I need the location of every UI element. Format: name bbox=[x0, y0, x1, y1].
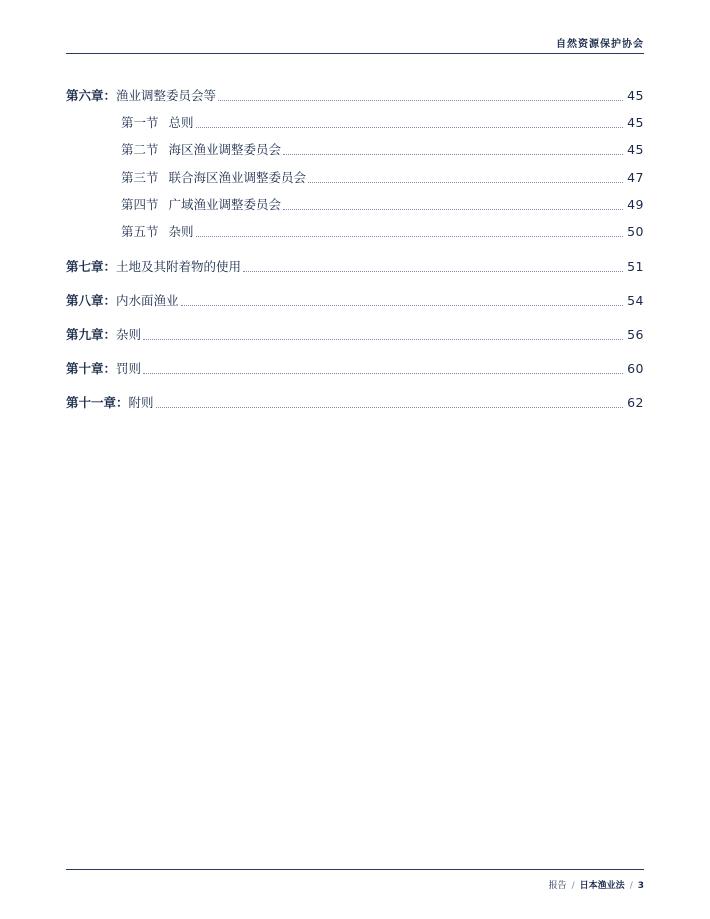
dot-leader bbox=[143, 339, 623, 340]
toc-entry-section-6-3[interactable] bbox=[121, 170, 644, 186]
toc-entry-chapter-9[interactable] bbox=[66, 327, 644, 343]
page-number: 62 bbox=[627, 395, 644, 410]
dot-leader bbox=[156, 407, 624, 408]
chapter-title: 杂则 bbox=[116, 327, 142, 342]
page-number: 60 bbox=[627, 361, 644, 376]
dot-leader bbox=[196, 236, 624, 237]
section-title: 广域渔业调整委员会 bbox=[168, 197, 282, 212]
toc-entry-chapter-8[interactable] bbox=[66, 293, 644, 309]
footer-report-label: 报告 bbox=[548, 881, 567, 891]
page-number: 50 bbox=[627, 224, 644, 239]
dot-leader bbox=[196, 127, 624, 128]
section-number: 第五节 bbox=[121, 224, 159, 239]
chapter-title: 附则 bbox=[128, 395, 154, 410]
section-number: 第四节 bbox=[121, 197, 159, 212]
chapter-number: 第九章： bbox=[66, 327, 117, 342]
page-number: 45 bbox=[627, 88, 644, 103]
section-title: 联合海区渔业调整委员会 bbox=[168, 170, 307, 185]
dot-leader bbox=[143, 373, 623, 374]
footer bbox=[549, 878, 644, 891]
footer-document-title: 日本渔业法 bbox=[579, 881, 625, 891]
dot-leader bbox=[308, 182, 623, 183]
page-number: 45 bbox=[627, 115, 644, 130]
chapter-number: 第十章： bbox=[66, 361, 117, 376]
dot-leader bbox=[181, 305, 624, 306]
chapter-number: 第八章： bbox=[66, 293, 117, 308]
footer-separator: / bbox=[629, 881, 633, 891]
toc-entry-section-6-1[interactable] bbox=[121, 115, 644, 131]
chapter-number: 第十一章： bbox=[66, 395, 129, 410]
dot-leader bbox=[218, 100, 623, 101]
chapter-title: 土地及其附着物的使用 bbox=[116, 259, 242, 274]
page-number: 51 bbox=[627, 259, 644, 274]
dot-leader bbox=[243, 271, 623, 272]
page-number: 45 bbox=[627, 142, 644, 157]
section-title: 杂则 bbox=[168, 224, 194, 239]
header-divider bbox=[66, 53, 644, 54]
dot-leader bbox=[283, 209, 623, 210]
page-number: 56 bbox=[627, 327, 644, 342]
footer-separator: / bbox=[571, 881, 575, 891]
page-number: 47 bbox=[627, 170, 644, 185]
toc-entry-chapter-11[interactable] bbox=[66, 395, 644, 411]
chapter-title: 渔业调整委员会等 bbox=[116, 88, 217, 103]
toc-entry-section-6-2[interactable] bbox=[121, 142, 644, 158]
toc-entry-chapter-7[interactable] bbox=[66, 259, 644, 275]
toc-entry-section-6-4[interactable] bbox=[121, 197, 644, 213]
toc-entry-section-6-5[interactable] bbox=[121, 224, 644, 240]
section-number: 第三节 bbox=[121, 170, 159, 185]
section-title: 海区渔业调整委员会 bbox=[168, 142, 282, 157]
section-number: 第二节 bbox=[121, 142, 159, 157]
page-number: 54 bbox=[627, 293, 644, 308]
chapter-title: 罚则 bbox=[116, 361, 142, 376]
dot-leader bbox=[283, 154, 623, 155]
section-title: 总则 bbox=[168, 115, 194, 130]
chapter-title: 内水面渔业 bbox=[116, 293, 179, 308]
toc-entry-chapter-6[interactable] bbox=[66, 88, 644, 104]
chapter-number: 第六章： bbox=[66, 88, 117, 103]
footer-divider bbox=[66, 869, 644, 870]
section-number: 第一节 bbox=[121, 115, 159, 130]
page-number: 49 bbox=[627, 197, 644, 212]
header-organization: 自然资源保护协会 bbox=[556, 39, 644, 50]
chapter-number: 第七章： bbox=[66, 259, 117, 274]
footer-page-number: 3 bbox=[637, 881, 644, 891]
toc-entry-chapter-10[interactable] bbox=[66, 361, 644, 377]
